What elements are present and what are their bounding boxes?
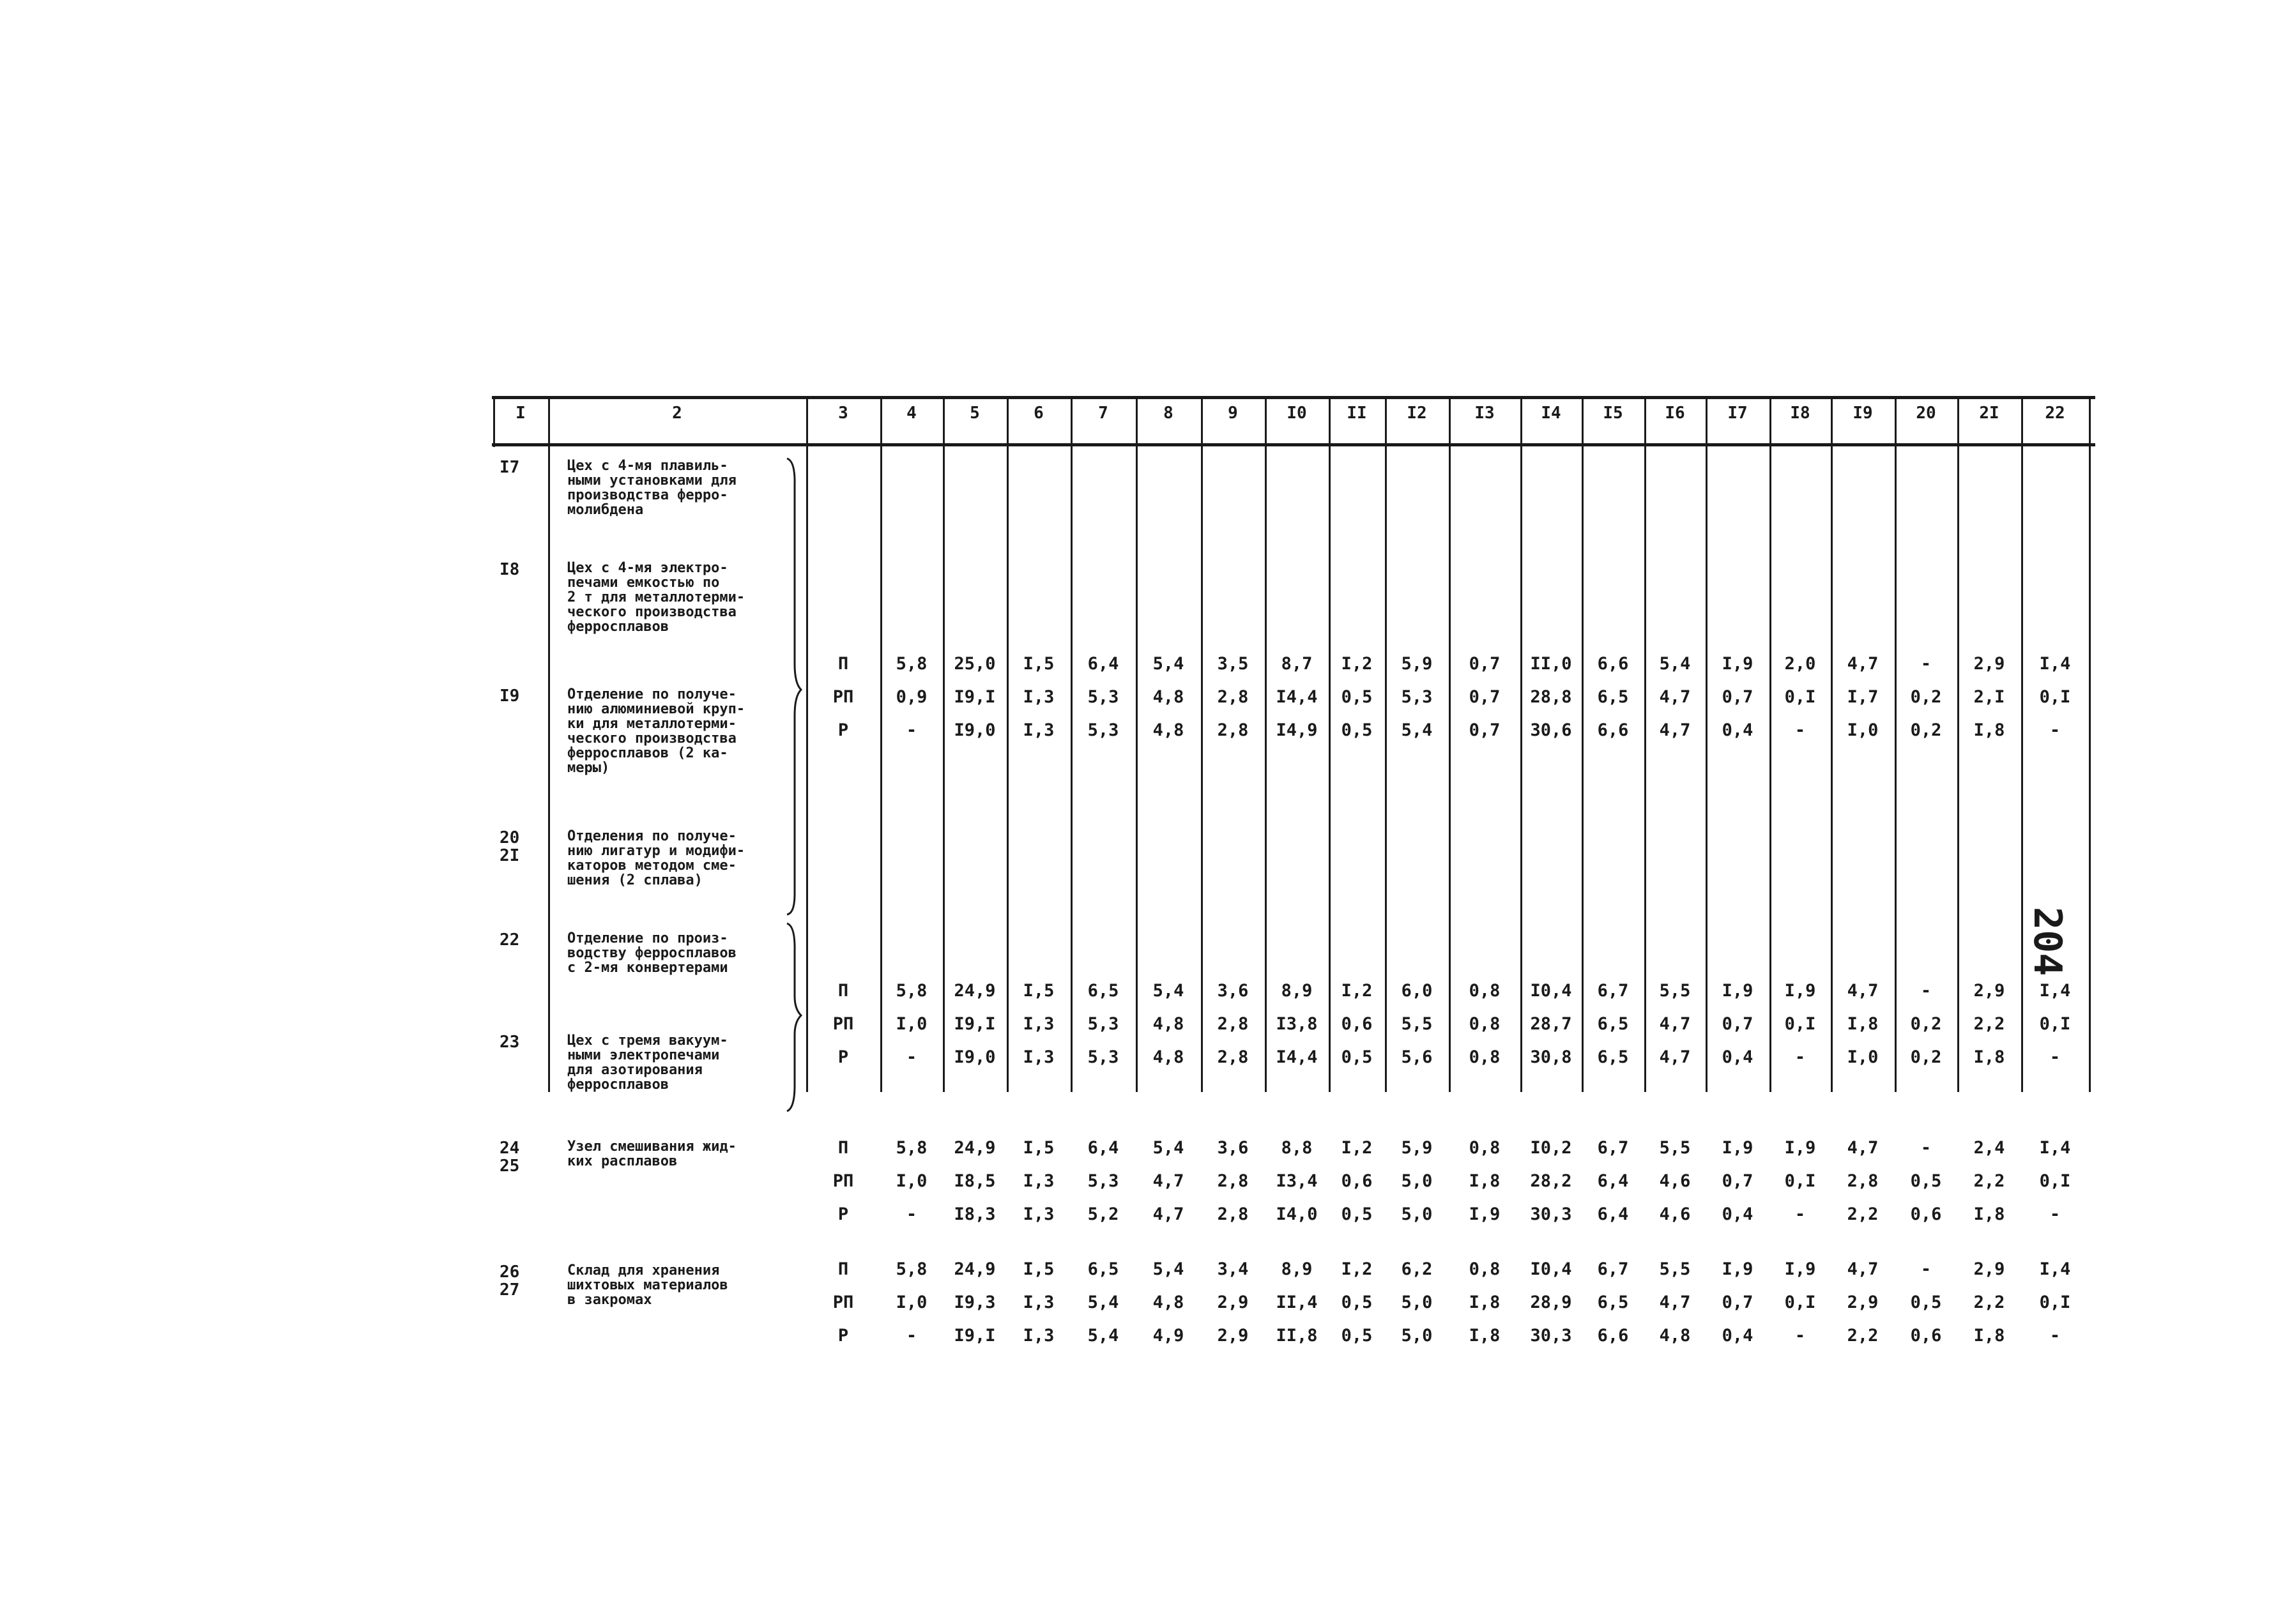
value-cell: II,4: [1276, 1293, 1318, 1312]
value-cell: 2,9: [1973, 1259, 2005, 1279]
column-header: I2: [1407, 404, 1427, 423]
value-cell: 4,7: [1847, 981, 1879, 1001]
value-cell: I,4: [2039, 1259, 2071, 1279]
value-cell: 30,3: [1530, 1204, 1572, 1224]
value-cell: 5,3: [1087, 687, 1119, 707]
value-cell: I,4: [2039, 981, 2071, 1001]
value-cell: 0,2: [1910, 687, 1942, 707]
value-cell: 6,7: [1597, 1138, 1629, 1158]
value-cell: 0,I: [2039, 1293, 2071, 1312]
value-cell: I4,4: [1276, 687, 1318, 707]
column-header: I5: [1603, 404, 1623, 423]
value-cell: 2,2: [1973, 1014, 2005, 1034]
value-cell: 0,5: [1341, 720, 1373, 740]
value-cell: 5,3: [1087, 1047, 1119, 1067]
value-cell: 3,6: [1217, 1138, 1249, 1158]
value-cell: I9,3: [954, 1293, 996, 1312]
value-cell: 5,4: [1087, 1293, 1119, 1312]
value-cell: 5,4: [1152, 1138, 1184, 1158]
value-cell: 6,5: [1597, 687, 1629, 707]
value-cell: 4,7: [1659, 687, 1691, 707]
value-cell: 2,9: [1973, 981, 2005, 1001]
value-cell: 0,7: [1722, 1293, 1753, 1312]
value-cell: 0,I: [1784, 1014, 1816, 1034]
row-number: 20 2I: [500, 828, 520, 865]
value-cell: 30,6: [1530, 720, 1572, 740]
value-cell: 2,2: [1847, 1326, 1879, 1346]
value-cell: I4,4: [1276, 1047, 1318, 1067]
column-header: 6: [1034, 404, 1044, 423]
value-cell: 30,3: [1530, 1326, 1572, 1346]
column-header: 9: [1228, 404, 1238, 423]
value-cell: 6,4: [1597, 1204, 1629, 1224]
value-cell: I9,I: [954, 1014, 996, 1034]
value-cell: 4,8: [1152, 1047, 1184, 1067]
value-cell: 0,8: [1469, 1138, 1501, 1158]
mode-cell: РП: [832, 1293, 854, 1312]
value-cell: 5,0: [1401, 1204, 1433, 1224]
value-cell: 5,3: [1087, 1171, 1119, 1191]
value-cell: 0,4: [1722, 1326, 1753, 1346]
value-cell: 0,2: [1910, 1047, 1942, 1067]
value-cell: 4,6: [1659, 1204, 1691, 1224]
value-cell: -: [906, 720, 917, 740]
value-cell: I,9: [1784, 981, 1816, 1001]
value-cell: 0,5: [1910, 1293, 1942, 1312]
value-cell: I,2: [1341, 981, 1373, 1001]
value-cell: -: [2049, 1047, 2061, 1067]
value-cell: I3,4: [1276, 1171, 1318, 1191]
value-cell: 8,7: [1281, 654, 1313, 674]
value-cell: 6,0: [1401, 981, 1433, 1001]
value-cell: 6,5: [1087, 981, 1119, 1001]
value-cell: 4,6: [1659, 1171, 1691, 1191]
value-cell: 6,2: [1401, 1259, 1433, 1279]
value-cell: 5,6: [1401, 1047, 1433, 1067]
row-description: Узел смешивания жид- ких расплавов: [567, 1139, 737, 1169]
value-cell: I,8: [1973, 720, 2005, 740]
value-cell: 24,9: [954, 981, 996, 1001]
value-cell: 2,8: [1217, 687, 1249, 707]
value-cell: 0,6: [1910, 1204, 1942, 1224]
value-cell: -: [906, 1047, 917, 1067]
value-cell: 0,8: [1469, 1047, 1501, 1067]
value-cell: 4,8: [1152, 1014, 1184, 1034]
value-cell: 28,7: [1530, 1014, 1572, 1034]
row-description: Отделение по произ- водству ферросплавов с 2-мя конвертерами: [567, 930, 737, 976]
value-cell: 0,6: [1341, 1171, 1373, 1191]
mode-cell: РП: [832, 1171, 854, 1191]
value-cell: 5,5: [1659, 981, 1691, 1001]
row-number: I7: [500, 458, 520, 477]
value-cell: I,5: [1023, 1138, 1055, 1158]
value-cell: 4,7: [1847, 1138, 1879, 1158]
value-cell: 6,6: [1597, 720, 1629, 740]
value-cell: 0,I: [2039, 687, 2071, 707]
value-cell: 0,8: [1469, 1014, 1501, 1034]
value-cell: 0,4: [1722, 1204, 1753, 1224]
value-cell: I9,I: [954, 1326, 996, 1346]
value-cell: 2,8: [1217, 720, 1249, 740]
column-header: I3: [1474, 404, 1495, 423]
value-cell: I9,0: [954, 720, 996, 740]
value-cell: 24,9: [954, 1259, 996, 1279]
value-cell: I,3: [1023, 1047, 1055, 1067]
value-cell: I,7: [1847, 687, 1879, 707]
value-cell: 0,5: [1341, 1293, 1373, 1312]
value-cell: I,0: [896, 1014, 928, 1034]
value-cell: 4,8: [1152, 687, 1184, 707]
value-cell: I8,5: [954, 1171, 996, 1191]
column-header: I9: [1853, 404, 1873, 423]
row-description: Отделения по получе- нию лигатур и модифи- каторов методом сме- шения (2 сплава): [567, 828, 745, 888]
value-cell: 5,8: [896, 1138, 928, 1158]
value-cell: 6,5: [1597, 1047, 1629, 1067]
mode-cell: РП: [832, 1014, 854, 1034]
value-cell: 0,I: [2039, 1171, 2071, 1191]
value-cell: 0,7: [1469, 720, 1501, 740]
row-number: 24 25: [500, 1139, 520, 1176]
value-cell: I8,3: [954, 1204, 996, 1224]
value-cell: I,0: [896, 1171, 928, 1191]
column-header: 5: [970, 404, 980, 423]
column-header: I7: [1727, 404, 1748, 423]
value-cell: I,5: [1023, 981, 1055, 1001]
row-number: 26 27: [500, 1263, 520, 1300]
value-cell: I,2: [1341, 654, 1373, 674]
value-cell: 5,8: [896, 654, 928, 674]
value-cell: 5,4: [1152, 981, 1184, 1001]
value-cell: 4,7: [1659, 1293, 1691, 1312]
value-cell: I0,2: [1530, 1138, 1572, 1158]
value-cell: 2,I: [1973, 687, 2005, 707]
value-cell: -: [906, 1204, 917, 1224]
value-cell: 2,2: [1973, 1171, 2005, 1191]
value-cell: 2,8: [1217, 1014, 1249, 1034]
value-cell: -: [1794, 1326, 1806, 1346]
value-cell: I,2: [1341, 1259, 1373, 1279]
value-cell: 0,I: [2039, 1014, 2071, 1034]
value-cell: -: [1794, 1204, 1806, 1224]
value-cell: 6,7: [1597, 981, 1629, 1001]
column-header: 3: [838, 404, 848, 423]
value-cell: I,9: [1722, 654, 1753, 674]
value-cell: 4,8: [1659, 1326, 1691, 1346]
value-cell: 3,4: [1217, 1259, 1249, 1279]
value-cell: 8,8: [1281, 1138, 1313, 1158]
value-cell: 8,9: [1281, 981, 1313, 1001]
value-cell: 5,5: [1401, 1014, 1433, 1034]
value-cell: I,8: [1973, 1047, 2005, 1067]
value-cell: 25,0: [954, 654, 996, 674]
value-cell: I,4: [2039, 654, 2071, 674]
value-cell: 0,I: [1784, 687, 1816, 707]
value-cell: I,8: [1973, 1326, 2005, 1346]
value-cell: 24,9: [954, 1138, 996, 1158]
value-cell: 5,4: [1152, 654, 1184, 674]
value-cell: 5,3: [1087, 720, 1119, 740]
value-cell: 6,4: [1087, 1138, 1119, 1158]
mode-cell: Р: [837, 1047, 849, 1067]
value-cell: -: [1920, 654, 1932, 674]
value-cell: 4,7: [1152, 1171, 1184, 1191]
value-cell: I,5: [1023, 654, 1055, 674]
value-cell: 4,9: [1152, 1326, 1184, 1346]
row-number: I9: [500, 687, 520, 706]
value-cell: -: [2049, 1204, 2061, 1224]
value-cell: I,9: [1784, 1138, 1816, 1158]
value-cell: I,3: [1023, 1326, 1055, 1346]
value-cell: 4,7: [1659, 1047, 1691, 1067]
value-cell: I,9: [1722, 981, 1753, 1001]
value-cell: 0,9: [896, 687, 928, 707]
value-cell: I,5: [1023, 1259, 1055, 1279]
brace-upper: [787, 459, 801, 914]
value-cell: 2,8: [1217, 1171, 1249, 1191]
value-cell: I,8: [1469, 1326, 1501, 1346]
value-cell: I3,8: [1276, 1014, 1318, 1034]
value-cell: II,0: [1530, 654, 1572, 674]
value-cell: 5,2: [1087, 1204, 1119, 1224]
column-header: I0: [1287, 404, 1307, 423]
brace-lower: [787, 923, 801, 1111]
value-cell: 0,5: [1341, 1326, 1373, 1346]
value-cell: 2,4: [1973, 1138, 2005, 1158]
value-cell: I,0: [1847, 1047, 1879, 1067]
value-cell: 6,5: [1597, 1014, 1629, 1034]
value-cell: 3,6: [1217, 981, 1249, 1001]
value-cell: I,4: [2039, 1138, 2071, 1158]
column-header: I6: [1665, 404, 1685, 423]
value-cell: 0,5: [1910, 1171, 1942, 1191]
column-header: II: [1347, 404, 1367, 423]
value-cell: 8,9: [1281, 1259, 1313, 1279]
value-cell: I,0: [1847, 720, 1879, 740]
row-number: 22: [500, 930, 520, 950]
column-header: I: [516, 404, 526, 423]
value-cell: -: [1794, 720, 1806, 740]
value-cell: 28,8: [1530, 687, 1572, 707]
value-cell: -: [2049, 1326, 2061, 1346]
value-cell: 6,7: [1597, 1259, 1629, 1279]
value-cell: -: [1920, 1259, 1932, 1279]
value-cell: 6,4: [1087, 654, 1119, 674]
mode-cell: Р: [837, 1326, 849, 1346]
value-cell: -: [1920, 981, 1932, 1001]
value-cell: I0,4: [1530, 981, 1572, 1001]
value-cell: 0,7: [1722, 687, 1753, 707]
value-cell: I9,I: [954, 687, 996, 707]
value-cell: 0,2: [1910, 1014, 1942, 1034]
column-header: 2I: [1979, 404, 1999, 423]
value-cell: 6,5: [1597, 1293, 1629, 1312]
value-cell: I,3: [1023, 720, 1055, 740]
row-description: Цех с тремя вакуум- ными электропечами для азотирования ферросплавов: [567, 1033, 728, 1093]
value-cell: I,9: [1469, 1204, 1501, 1224]
value-cell: I,9: [1722, 1259, 1753, 1279]
mode-cell: П: [837, 654, 849, 674]
value-cell: 4,8: [1152, 1293, 1184, 1312]
mode-cell: П: [837, 1138, 849, 1158]
value-cell: 5,9: [1401, 1138, 1433, 1158]
value-cell: 2,9: [1217, 1293, 1249, 1312]
value-cell: I,8: [1469, 1293, 1501, 1312]
value-cell: I,8: [1469, 1171, 1501, 1191]
mode-cell: Р: [837, 720, 849, 740]
value-cell: -: [1794, 1047, 1806, 1067]
value-cell: 4,7: [1847, 654, 1879, 674]
value-cell: I,3: [1023, 687, 1055, 707]
value-cell: I,8: [1973, 1204, 2005, 1224]
value-cell: 0,8: [1469, 981, 1501, 1001]
value-cell: 0,7: [1469, 687, 1501, 707]
value-cell: I,0: [896, 1293, 928, 1312]
value-cell: 5,3: [1401, 687, 1433, 707]
value-cell: 2,8: [1217, 1204, 1249, 1224]
value-cell: 0,6: [1341, 1014, 1373, 1034]
value-cell: 28,9: [1530, 1293, 1572, 1312]
mode-cell: П: [837, 981, 849, 1001]
value-cell: 4,7: [1847, 1259, 1879, 1279]
value-cell: 0,5: [1341, 1047, 1373, 1067]
value-cell: 5,8: [896, 981, 928, 1001]
row-number: I8: [500, 560, 520, 579]
value-cell: -: [2049, 720, 2061, 740]
value-cell: 4,8: [1152, 720, 1184, 740]
value-cell: 0,5: [1341, 1204, 1373, 1224]
value-cell: 0,5: [1341, 687, 1373, 707]
value-cell: 5,3: [1087, 1014, 1119, 1034]
value-cell: 30,8: [1530, 1047, 1572, 1067]
value-cell: I4,9: [1276, 720, 1318, 740]
value-cell: 0,2: [1910, 720, 1942, 740]
value-cell: II,8: [1276, 1326, 1318, 1346]
value-cell: 5,4: [1152, 1259, 1184, 1279]
mode-cell: Р: [837, 1204, 849, 1224]
value-cell: 0,7: [1722, 1171, 1753, 1191]
value-cell: 0,I: [1784, 1171, 1816, 1191]
value-cell: 2,2: [1973, 1293, 2005, 1312]
value-cell: 2,8: [1217, 1047, 1249, 1067]
value-cell: I9,0: [954, 1047, 996, 1067]
row-description: Отделение по получе- нию алюминиевой круп- ки для металлотерми- ческого производства ферросплавов (2 ка- меры): [567, 687, 745, 776]
value-cell: 2,2: [1847, 1204, 1879, 1224]
value-cell: 6,5: [1087, 1259, 1119, 1279]
value-cell: 3,5: [1217, 654, 1249, 674]
value-cell: I,3: [1023, 1293, 1055, 1312]
mode-cell: П: [837, 1259, 849, 1279]
value-cell: 2,9: [1847, 1293, 1879, 1312]
value-cell: I0,4: [1530, 1259, 1572, 1279]
value-cell: 5,4: [1659, 654, 1691, 674]
value-cell: 4,7: [1659, 720, 1691, 740]
value-cell: 6,4: [1597, 1171, 1629, 1191]
column-header: 2: [672, 404, 682, 423]
value-cell: -: [906, 1326, 917, 1346]
row-description: Склад для хранения шихтовых материалов в закромах: [567, 1263, 728, 1308]
value-cell: 5,9: [1401, 654, 1433, 674]
value-cell: 2,8: [1847, 1171, 1879, 1191]
row-description: Цех с 4-мя электро- печами емкостью по 2 т для металлотерми- ческого производства ферросплавов: [567, 560, 745, 635]
column-header: I8: [1790, 404, 1810, 423]
value-cell: 4,7: [1152, 1204, 1184, 1224]
value-cell: I,3: [1023, 1171, 1055, 1191]
value-cell: 6,6: [1597, 654, 1629, 674]
value-cell: I,9: [1784, 1259, 1816, 1279]
value-cell: 0,7: [1469, 654, 1501, 674]
value-cell: I,8: [1847, 1014, 1879, 1034]
value-cell: 5,5: [1659, 1259, 1691, 1279]
value-cell: 28,2: [1530, 1171, 1572, 1191]
value-cell: 0,4: [1722, 720, 1753, 740]
column-header: 22: [2045, 404, 2065, 423]
value-cell: 0,I: [1784, 1293, 1816, 1312]
row-description: Цех с 4-мя плавиль- ными установками для производства ферро- молибдена: [567, 458, 737, 518]
value-cell: I4,0: [1276, 1204, 1318, 1224]
value-cell: 5,4: [1401, 720, 1433, 740]
column-header: 8: [1163, 404, 1173, 423]
value-cell: 2,9: [1973, 654, 2005, 674]
value-cell: I,3: [1023, 1204, 1055, 1224]
value-cell: 5,0: [1401, 1293, 1433, 1312]
value-cell: 0,8: [1469, 1259, 1501, 1279]
value-cell: 4,7: [1659, 1014, 1691, 1034]
value-cell: I,2: [1341, 1138, 1373, 1158]
column-header: 20: [1916, 404, 1936, 423]
row-number: 23: [500, 1033, 520, 1052]
value-cell: 6,6: [1597, 1326, 1629, 1346]
column-header: I4: [1541, 404, 1561, 423]
value-cell: 5,8: [896, 1259, 928, 1279]
column-header: 7: [1098, 404, 1108, 423]
value-cell: 2,0: [1784, 654, 1816, 674]
value-cell: 0,6: [1910, 1326, 1942, 1346]
value-cell: 5,0: [1401, 1326, 1433, 1346]
page-number: 204: [2025, 907, 2070, 976]
mode-cell: РП: [832, 687, 854, 707]
value-cell: 0,7: [1722, 1014, 1753, 1034]
value-cell: I,9: [1722, 1138, 1753, 1158]
value-cell: 5,4: [1087, 1326, 1119, 1346]
value-cell: 5,0: [1401, 1171, 1433, 1191]
value-cell: 2,9: [1217, 1326, 1249, 1346]
value-cell: 0,4: [1722, 1047, 1753, 1067]
value-cell: 5,5: [1659, 1138, 1691, 1158]
value-cell: -: [1920, 1138, 1932, 1158]
column-header: 4: [906, 404, 917, 423]
value-cell: I,3: [1023, 1014, 1055, 1034]
